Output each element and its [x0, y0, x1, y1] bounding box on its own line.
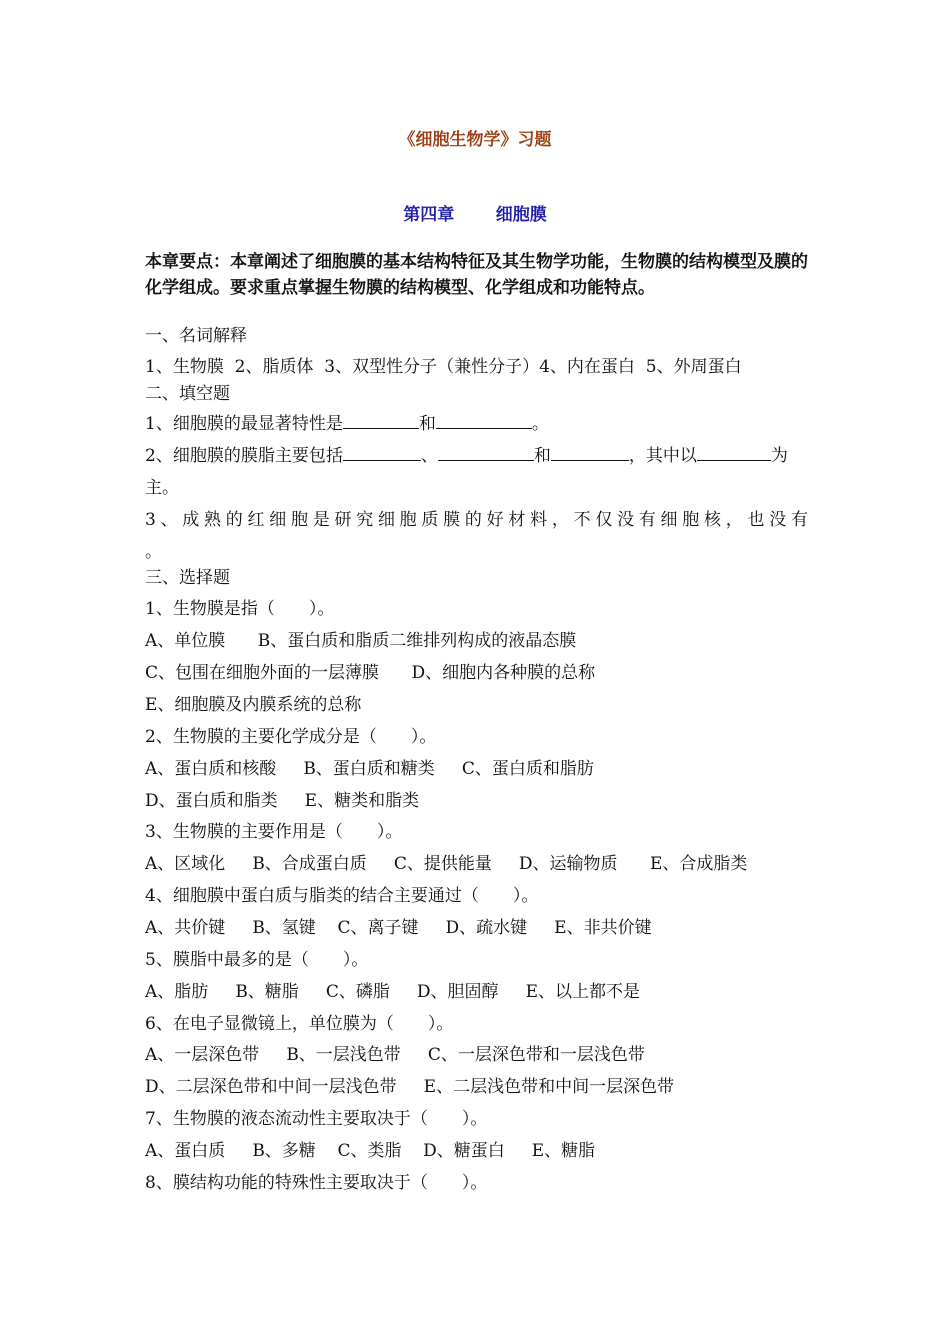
- option[interactable]: C、一层深色带和一层浅色带: [427, 1045, 645, 1065]
- option[interactable]: A、脂肪: [145, 982, 209, 1002]
- option[interactable]: B、糖脂: [235, 982, 299, 1002]
- answer-blank[interactable]: [438, 444, 534, 461]
- option[interactable]: E、以上都不是: [525, 982, 640, 1002]
- option[interactable]: A、一层深色带: [145, 1045, 260, 1065]
- option[interactable]: A、共价键: [145, 918, 226, 938]
- option[interactable]: E、细胞膜及内膜系统的总称: [145, 695, 362, 715]
- choice-options: [145, 916, 810, 940]
- document-title: 《细胞生物学》习题: [398, 130, 552, 150]
- term-item: 2、脂质体: [234, 357, 314, 377]
- term-item: 5、外周蛋白: [645, 357, 742, 377]
- answer-blank[interactable]: [551, 444, 629, 461]
- option[interactable]: A、区域化: [145, 854, 226, 874]
- option[interactable]: A、蛋白质和核酸: [145, 759, 277, 779]
- term-item: 4、内在蛋白: [539, 357, 635, 377]
- option[interactable]: D、疏水键: [445, 918, 528, 938]
- option[interactable]: C、离子键: [337, 918, 419, 938]
- option[interactable]: C、包围在细胞外面的一层薄膜: [145, 663, 380, 683]
- answer-blank[interactable]: [697, 444, 771, 461]
- choice-options: [145, 789, 810, 813]
- option[interactable]: B、多糖: [252, 1141, 316, 1161]
- option[interactable]: E、糖脂: [531, 1141, 596, 1161]
- chapter-name: 细胞膜: [495, 205, 547, 225]
- choice-question-5: 5、膜脂中最多的是（ ）。: [145, 950, 369, 970]
- choice-options: [145, 980, 810, 1004]
- choice-question-8: 8、膜结构功能的特殊性主要取决于（ ）。: [145, 1173, 488, 1193]
- chapter-number: 第四章: [403, 205, 455, 225]
- answer-blank[interactable]: [436, 412, 532, 429]
- option[interactable]: D、胆固醇: [416, 982, 499, 1002]
- option[interactable]: D、蛋白质和脂类: [145, 791, 278, 811]
- choice-options: [145, 661, 810, 685]
- choice-options: [145, 629, 810, 653]
- chapter-summary: 本章要点：本章阐述了细胞膜的基本结构特征及其生物学功能，生物膜的结构模型及膜的化学组成。要求重点掌握生物膜的结构模型、化学组成和功能特点。: [145, 252, 808, 298]
- choice-options: [145, 757, 810, 781]
- option[interactable]: E、合成脂类: [649, 854, 748, 874]
- section-heading-choice: 三、选择题: [145, 568, 230, 588]
- choice-options: [145, 1139, 810, 1163]
- fill-question-3: 3、成熟的红细胞是研究细胞质膜的好材料，不仅没有细胞核，也没有: [145, 510, 810, 530]
- choice-question-7: 7、生物膜的液态流动性主要取决于（ ）。: [145, 1109, 488, 1129]
- fill-question-1: 1、细胞膜的最显著特性是 和 。: [145, 414, 549, 434]
- answer-blank[interactable]: [343, 444, 421, 461]
- option[interactable]: C、磷脂: [325, 982, 390, 1002]
- option[interactable]: C、蛋白质和脂肪: [461, 759, 594, 779]
- option[interactable]: B、氢键: [252, 918, 316, 938]
- section-heading-terms: 一、名词解释: [145, 326, 247, 346]
- choice-question-2: 2、生物膜的主要化学成分是（ ）。: [145, 727, 437, 747]
- option[interactable]: E、非共价键: [554, 918, 652, 938]
- choice-question-4: 4、细胞膜中蛋白质与脂类的结合主要通过（ ）。: [145, 886, 539, 906]
- term-item: 1、生物膜: [145, 357, 224, 377]
- option[interactable]: B、蛋白质和脂质二维排列构成的液晶态膜: [257, 631, 577, 651]
- option[interactable]: E、二层浅色带和中间一层深色带: [423, 1077, 675, 1097]
- choice-question-6: 6、在电子显微镜上，单位膜为（ ）。: [145, 1014, 454, 1034]
- option[interactable]: B、合成蛋白质: [252, 854, 367, 874]
- choice-question-3: 3、生物膜的主要作用是（ ）。: [145, 822, 403, 842]
- fill-question-2-end: 主。: [145, 478, 179, 498]
- option[interactable]: D、二层深色带和中间一层浅色带: [145, 1077, 397, 1097]
- option[interactable]: D、糖蛋白: [423, 1141, 505, 1161]
- term-list: [145, 355, 810, 379]
- chapter-heading: [0, 200, 950, 225]
- choice-options: [145, 852, 810, 876]
- fill-question-3-end: 。: [145, 542, 162, 562]
- choice-options: [145, 1043, 810, 1067]
- answer-blank[interactable]: [343, 412, 419, 429]
- option[interactable]: D、细胞内各种膜的总称: [411, 663, 596, 683]
- option[interactable]: E、糖类和脂类: [304, 791, 420, 811]
- option[interactable]: B、一层浅色带: [286, 1045, 401, 1065]
- option[interactable]: A、单位膜: [145, 631, 226, 651]
- option[interactable]: A、蛋白质: [145, 1141, 226, 1161]
- fill-question-2: 2、细胞膜的膜脂主要包括 、 和 ，其中以 为: [145, 446, 788, 466]
- section-heading-fill: 二、填空题: [145, 384, 230, 404]
- option[interactable]: C、提供能量: [393, 854, 492, 874]
- option[interactable]: D、运输物质: [518, 854, 618, 874]
- option[interactable]: C、类脂: [337, 1141, 402, 1161]
- choice-question-1: 1、生物膜是指（ ）。: [145, 599, 335, 619]
- choice-options: [145, 693, 810, 717]
- option[interactable]: B、蛋白质和糖类: [303, 759, 435, 779]
- term-item: 3、双型性分子（兼性分子）: [324, 357, 540, 377]
- choice-options: [145, 1075, 810, 1099]
